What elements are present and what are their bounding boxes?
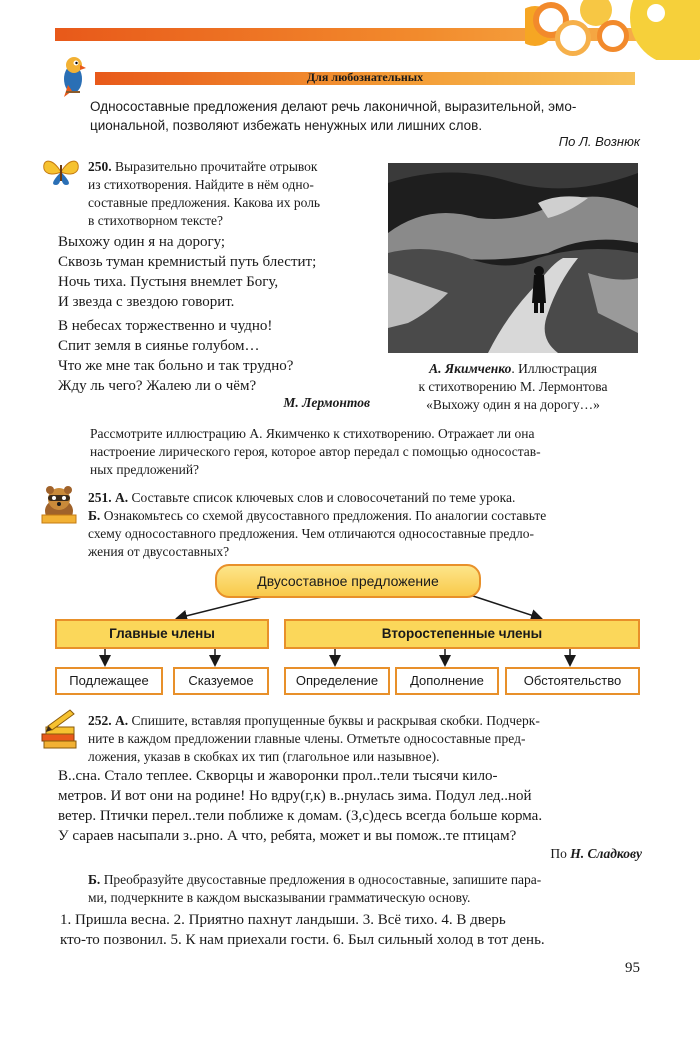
ex252-b-line: Преобразуйте двусоставные предложения в односоставные, запишите пара- <box>100 872 542 887</box>
ex252-a-label: А. <box>111 713 129 728</box>
ex252-a-line: Спишите, вставляя пропущенные буквы и раскрывая скобки. Подчерк- <box>128 713 540 728</box>
poem-author: М. Лермонтов <box>283 395 370 410</box>
poem-line: Спит земля в сиянье голубом… <box>58 338 260 354</box>
poem-line: Ночь тиха. Пустыня внемлет Богу, <box>58 274 279 290</box>
ex250-number: 250. <box>88 159 112 174</box>
poem-line: Сквозь туман кремнистый путь блестит; <box>58 254 317 270</box>
ex252-b-line: ми, подчеркните в каждом высказывании грамматическую основу. <box>88 890 471 905</box>
ex252-source-author: Н. Сладкову <box>570 846 642 861</box>
raccoon-icon <box>38 485 80 525</box>
poem-line: Выхожу один я на дорогу; <box>58 234 226 250</box>
scheme-secondary-box: Второстепенные члены <box>284 619 640 649</box>
scheme-root-box: Двусоставное предложение <box>215 564 481 598</box>
page-number: 95 <box>625 960 640 976</box>
ex251-b-label: Б. <box>88 508 101 523</box>
ex250-task-line: составные предложения. Какова их роль <box>88 195 321 210</box>
ex252-b-list <box>60 910 650 950</box>
ex252-b-task <box>88 871 648 907</box>
ex251-b-line: жения от двусоставных? <box>88 544 230 559</box>
ex252-a-task <box>88 712 648 766</box>
ex250-task-line: из стихотворения. Найдите в нём одно- <box>88 177 314 192</box>
ex252-b-list-line: 1. Пришла весна. 2. Приятно пахнут ландыши. 3. Всё тихо. 4. В дверь <box>60 912 506 928</box>
poem-stanza-1 <box>58 232 388 312</box>
ex250-task-line: Выразительно прочитайте отрывок <box>111 159 318 174</box>
ex251-b-line: Ознакомьтесь со схемой двусоставного предложения. По аналогии составьте <box>100 508 547 523</box>
ex250-question-line: Рассмотрите иллюстрацию А. Якимченко к стихотворению. Отражает ли она <box>90 426 535 441</box>
ex252-source <box>420 846 642 862</box>
curious-header-title: Для любознательных <box>306 70 424 84</box>
illustration-caption <box>388 360 638 414</box>
poem-line: Что же мне так больно и так трудно? <box>58 358 294 374</box>
ex252-text-line: ветер. Птички перел..тели поближе к домам. (З,с)десь всегда больше корма. <box>58 808 543 824</box>
ex252-number: 252. <box>88 713 112 728</box>
curious-text-line: циональной, позволяют избежать ненужных или лишних слов. <box>90 118 483 133</box>
ex250-task-line: в стихотворном тексте? <box>88 213 223 228</box>
poem-line: И звезда с звездою говорит. <box>58 294 235 310</box>
ex252-text-line: метров. И вот они на родине! Но вдру(г,к) в..рнулась зима. Подул лед..ной <box>58 788 532 804</box>
curious-text <box>90 97 640 135</box>
illustration-image <box>388 163 638 353</box>
ex252-source-prefix: По <box>550 846 571 861</box>
ex252-text-line: В..сна. Стало теплее. Скворцы и жаворонки прол..тели тысячи кило- <box>58 768 498 784</box>
scheme-subject-box: Подлежащее <box>55 667 163 695</box>
caption-line: «Выхожу один я на дорогу…» <box>426 397 600 412</box>
poem-stanza-2 <box>58 316 388 396</box>
scheme-predicate-box: Сказуемое <box>173 667 269 695</box>
caption-line: . Иллюстрация <box>511 361 597 376</box>
caption-author: А. Якимченко <box>429 361 512 376</box>
ex250-task <box>88 158 378 230</box>
scheme-attribute-box: Определение <box>284 667 390 695</box>
scheme-object-box: Дополнение <box>395 667 499 695</box>
ex252-a-line: ните в каждом предложении главные члены. Отметьте односоставные пред- <box>88 731 526 746</box>
books-pencil-icon <box>38 708 80 750</box>
ex251-a-text: Составьте список ключевых слов и словосочетаний по теме урока. <box>128 490 516 505</box>
ex251-b-line: схему односоставного предложения. Чем отличаются односоставные предло- <box>88 526 535 541</box>
ex250-question-line: настроение лирического героя, которое автор передал с помощью односостав- <box>90 444 541 459</box>
scheme-adverbial-box: Обстоятельство <box>505 667 640 695</box>
ex252-b-list-line: кто-то позвонил. 5. К нам приехали гости. 6. Был сильный холод в тот день. <box>60 932 545 948</box>
ex252-a-line: ложения, указав в скобках их тип (глагольное или назывное). <box>88 749 440 764</box>
ex251-number: 251. <box>88 490 112 505</box>
caption-line: к стихотворению М. Лермонтова <box>418 379 608 394</box>
parrot-icon <box>58 55 88 97</box>
ex252-b-label: Б. <box>88 872 101 887</box>
curious-text-line: Односоставные предложения делают речь лаконичной, выразительной, эмо- <box>90 99 577 114</box>
curious-source: По Л. Вознюк <box>558 134 640 149</box>
ex251-text <box>88 489 648 561</box>
poem-line: Жду ль чего? Жалею ли о чём? <box>58 378 257 394</box>
scheme-main-box: Главные члены <box>55 619 269 649</box>
ex250-question <box>90 425 650 479</box>
butterfly-icon <box>40 157 82 187</box>
poem-line: В небесах торжественно и чудно! <box>58 318 273 334</box>
ex250-question-line: ных предложений? <box>90 462 200 477</box>
top-decor-circles <box>525 0 700 60</box>
ex252-text-line: У сараев насыпали з..рно. А что, ребята, может и вы помож..те птицам? <box>58 828 517 844</box>
ex252-text <box>58 766 648 846</box>
ex251-a-label: А. <box>111 490 129 505</box>
